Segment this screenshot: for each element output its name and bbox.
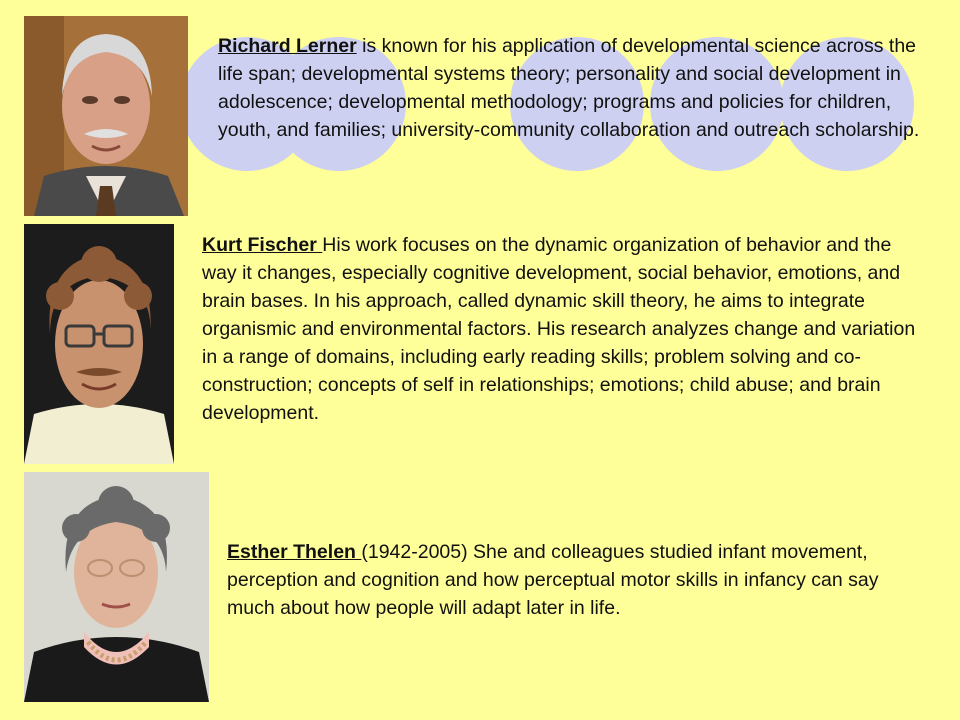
bio-text: (1942-2005) She and colleagues studied infant movement, perception and cognition and how perceptual motor skills in infancy can say much about how people will adapt later in life. (227, 541, 879, 619)
bio-esther-thelen (227, 538, 927, 622)
portrait-photo-richard-lerner (24, 16, 188, 216)
person-name: Kurt Fischer (202, 234, 323, 256)
portrait-photo-kurt-fischer (24, 224, 174, 464)
bio-text: His work focuses on the dynamic organization of behavior and the way it changes, especially cognitive development, social behavior, emotions, and brain bases. In his approach, called dynamic skill theory, he aims to integrate organismic and environmental factors. His research analyzes change and variation in a range of domains, including early reading skills; problem solving and co-construction; concepts of self in relationships; emotions; child abuse; and brain development. (202, 234, 916, 424)
person-name: Esther Thelen (227, 541, 362, 563)
bio-kurt-fischer (202, 231, 930, 427)
portrait-photo-esther-thelen (24, 472, 209, 702)
bio-richard-lerner (218, 32, 928, 144)
person-name: Richard Lerner (218, 35, 357, 57)
bio-text: is known for his application of developmental science across the life span; developmental systems theory; personality and social development in adolescence; developmental methodology; programs and policies for children, youth, and families; university-community collaboration and outreach scholarship. (218, 35, 920, 141)
